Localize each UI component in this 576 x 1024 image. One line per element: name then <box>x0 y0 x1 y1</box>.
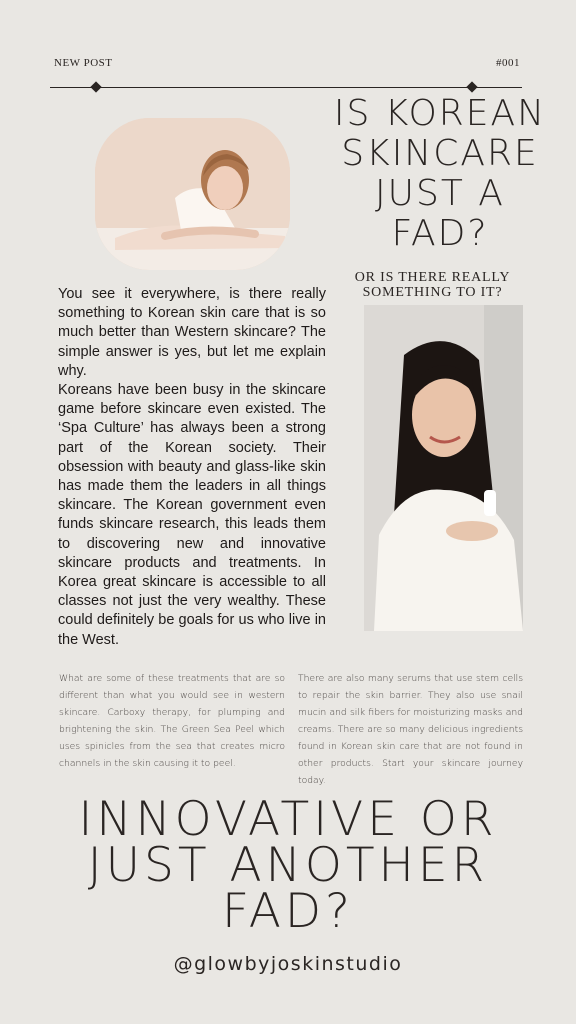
hero-photo-woman-lying <box>95 118 290 270</box>
social-handle: @glowbyjoskinstudio <box>173 953 403 975</box>
intro-text <box>58 285 326 650</box>
subheadline: OR IS THERE REALLY SOMETHING TO IT? <box>354 270 511 300</box>
headline: IS KOREAN SKINCARE JUST A FAD? <box>333 93 547 254</box>
column-right-text: There are also many serums that use stem cells to repair the skin barrier. They also use snail mucin and silk fibers for moisturizing masks and creams. There are so many delicious ingredients found in Korean skin care that are not found in other products. Start your skincare journey today. <box>298 673 523 786</box>
column-left-text: What are some of these treatments that are so different than what you would see in western skincare. Carboxy therapy, for plumping and brightening the skin. The Green Sea Peel which uses spinicles from the sea that creates micro channels in the skin causing it to peel. <box>59 673 285 769</box>
header-divider <box>50 87 522 88</box>
closing-headline: INNOVATIVE OR JUST ANOTHER FAD? <box>78 792 498 939</box>
intro-paragraph: Koreans have been busy in the skincare game before skincare even existed. The ‘Spa Culture’ has always been a strong part of the Korean society. Their obsession with beauty and glass-like skin has made them the leaders in all things skincare. The Korean government even funds skincare research, this leads them to discovering new and innovative skincare products and treatments. In Korea great skincare is accessible to all classes not just the very wealthy. These could definitely be goals for us who live in the West. <box>58 382 326 648</box>
divider-diamond-right <box>466 81 477 92</box>
header-new-post: NEW POST <box>54 57 113 69</box>
header-post-number: #001 <box>496 57 520 69</box>
divider-diamond-left <box>90 81 101 92</box>
intro-paragraph: You see it everywhere, is there really something to Korean skin care that is so much better than Western skincare? The simple answer is yes, but let me explain why. <box>58 286 326 379</box>
side-photo-woman-product <box>364 305 523 631</box>
